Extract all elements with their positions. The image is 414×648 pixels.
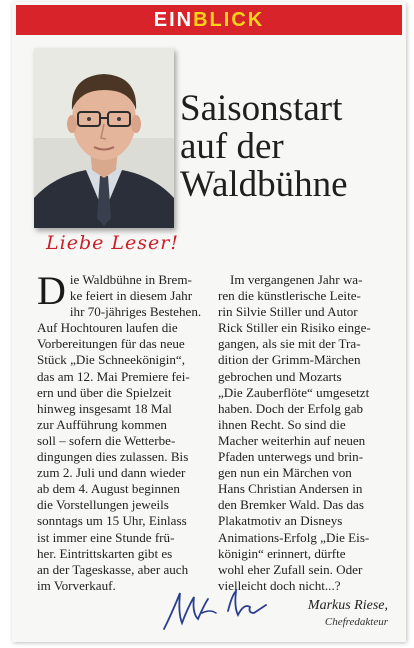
text-line: das am 12. Mai Premiere fei- xyxy=(37,368,190,384)
text-line: rin Silvie Stiller und Autor xyxy=(218,304,358,320)
handwritten-signature xyxy=(158,583,278,633)
text-line: gen nun ein Märchen von xyxy=(218,465,352,481)
text-line: ren die künstlerische Leite- xyxy=(218,288,361,304)
text-line: die Vorstellungen jeweils xyxy=(37,497,169,513)
editorial-page xyxy=(12,2,406,642)
text-line: Hans Christian Andersen in xyxy=(218,481,363,497)
text-line: ihnen Recht. So sind die xyxy=(218,416,346,432)
text-line: Stück „Die Schneekönigin“, xyxy=(37,352,185,368)
text-line: ihr 70-jähriges Bestehen. xyxy=(69,304,202,320)
article-column-right xyxy=(218,272,388,594)
headline xyxy=(180,90,402,204)
banner-text-blick: BLICK xyxy=(193,9,265,31)
text-line: zur Aufführung kommen xyxy=(37,416,167,432)
section-banner xyxy=(16,5,402,35)
text-line: soll – sofern die Wetterbe- xyxy=(37,432,176,448)
salutation: Liebe Leser! xyxy=(46,232,179,254)
text-line: Vorbereitungen für das neue xyxy=(37,336,185,352)
text-line: dition der Grimm-Märchen xyxy=(218,352,361,368)
headline-line: auf der xyxy=(180,126,284,167)
text-line: den Bremker Wald. Das das xyxy=(218,497,364,513)
text-line: Rick Stiller ein Risiko einge- xyxy=(218,320,371,336)
text-line: dingungen dies zulassen. Bis xyxy=(37,449,189,465)
text-line: im Vorverkauf. xyxy=(37,577,116,593)
text-line: zum 2. Juli und dann wieder xyxy=(37,465,186,481)
text-line: Macher weiterhin auf neuen xyxy=(218,432,366,448)
text-line: hinweg insgesamt 18 Mal xyxy=(37,400,172,416)
text-line: an der Tageskasse, aber auch xyxy=(37,561,189,577)
text-line: wohl eher Zufall sein. Oder xyxy=(218,561,363,577)
text-line: Animations-Erfolg „Die Eis- xyxy=(218,529,370,545)
text-line: ie Waldbühne in Brem- xyxy=(69,272,192,287)
text-line: ab dem 4. August beginnen xyxy=(37,481,180,497)
text-line: gebrochen und Mozarts xyxy=(218,368,342,384)
text-line: ist immer eine Stunde frü- xyxy=(37,529,175,545)
text-line: sonntags um 15 Uhr, Einlass xyxy=(37,513,187,529)
headline-line: Saisonstart xyxy=(180,88,343,129)
headline-line: Waldbühne xyxy=(180,164,348,205)
text-line: gangen, als sie mit der Tra- xyxy=(218,336,361,352)
author-name: Markus Riese, xyxy=(307,598,388,613)
text-line: Im vergangenen Jahr wa- xyxy=(230,272,363,287)
author-portrait xyxy=(34,48,174,228)
text-line: ke feiert in diesem Jahr xyxy=(69,288,193,304)
portrait-image xyxy=(34,48,174,228)
text-line: Plakatmotiv an Disneys xyxy=(218,513,343,529)
text-line: haben. Doch der Erfolg gab xyxy=(218,400,364,416)
article-column-left xyxy=(37,268,203,594)
text-line: Pfaden unterwegs und brin- xyxy=(218,449,364,465)
text-line: vielleicht doch nicht...? xyxy=(218,577,341,593)
banner-text-ein: EIN xyxy=(153,9,194,31)
author-role: Chefredakteur xyxy=(324,616,388,628)
text-line: her. Eintrittskarten gibt es xyxy=(37,545,173,561)
text-line: „Die Zauberflöte“ umgesetzt xyxy=(218,384,370,400)
drop-cap: D xyxy=(37,268,66,313)
text-line: ern und über die Spielzeit xyxy=(37,384,172,400)
text-line: Auf Hochtouren laufen die xyxy=(37,320,178,336)
text-line: königin“ erinnert, dürfte xyxy=(218,545,346,561)
